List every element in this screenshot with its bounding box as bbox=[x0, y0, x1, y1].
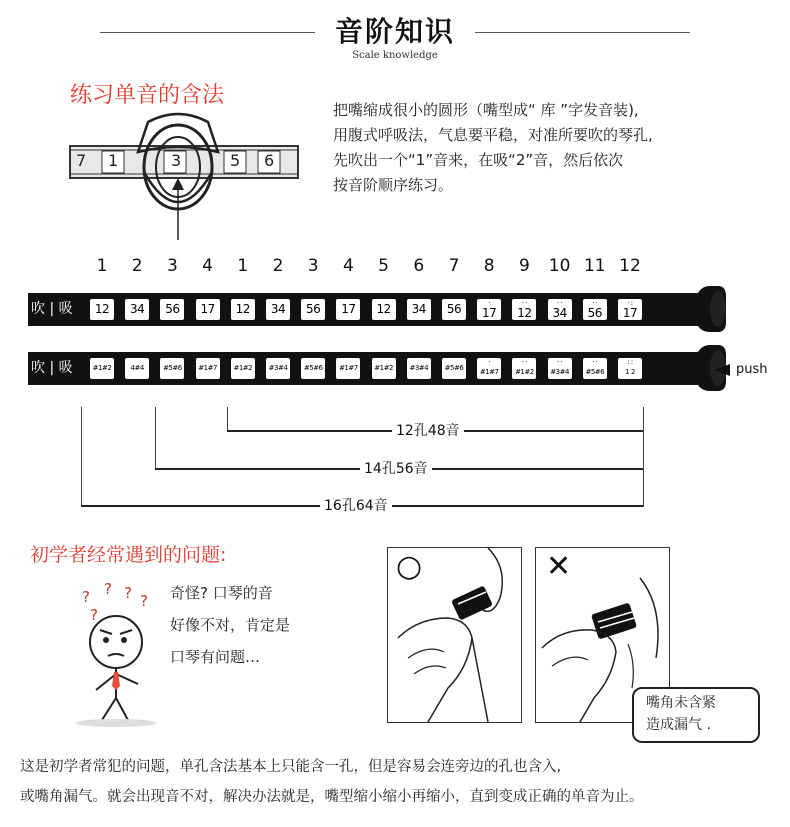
hole-number: 1 bbox=[96, 256, 108, 276]
octave-dots: · · bbox=[557, 358, 563, 366]
hole-number: 11 bbox=[583, 256, 606, 276]
wrong-cross-icon: ✕ bbox=[546, 549, 572, 584]
harmonica-hole: #5#6 bbox=[160, 358, 184, 379]
footer-paragraph bbox=[20, 752, 785, 812]
confused-speech bbox=[170, 580, 340, 670]
harmonica-hole: 34 bbox=[407, 299, 431, 320]
mouth-hole-3: 3 bbox=[171, 151, 182, 170]
hole-number: 10 bbox=[548, 256, 571, 276]
harmonica-hole: #3#4 bbox=[407, 358, 431, 379]
blow-draw-label: 吹 | 吸 bbox=[31, 360, 73, 376]
speech-line: 奇怪? 口琴的音 bbox=[170, 584, 273, 602]
speech-line: 好像不对，肯定是 bbox=[170, 616, 291, 634]
svg-text:?: ? bbox=[82, 588, 90, 606]
range-tick-12 bbox=[227, 407, 228, 432]
harmonica-hole bbox=[618, 299, 642, 320]
harmonica-hole bbox=[548, 358, 572, 379]
harmonica-hole bbox=[583, 299, 607, 320]
harmonica-hole bbox=[477, 358, 501, 379]
harmonica-hole: 34 bbox=[266, 299, 290, 320]
hole-notes: 56 bbox=[587, 306, 602, 320]
range-label-12-48: 12孔48音 bbox=[392, 420, 464, 440]
harmonica-hole: 4#4 bbox=[125, 358, 149, 379]
harmonica-hole: #1#2 bbox=[90, 358, 114, 379]
hole-number: 3 bbox=[307, 256, 319, 276]
harmonica-hole: #5#6 bbox=[301, 358, 325, 379]
correct-technique-illustration bbox=[387, 547, 522, 723]
octave-dots: · · bbox=[521, 299, 527, 307]
hole-notes: #3#4 bbox=[550, 368, 569, 376]
push-arrow-icon bbox=[714, 364, 730, 376]
hole-number: 2 bbox=[272, 256, 284, 276]
mouthpiece-top bbox=[666, 286, 730, 338]
harmonica-hole: #1#7 bbox=[336, 358, 360, 379]
hole-notes: #5#6 bbox=[585, 368, 605, 376]
section-title-problems: 初学者经常遇到的问题: bbox=[30, 544, 227, 566]
mouth-illustration bbox=[68, 112, 300, 242]
harmonica-hole: #1#2 bbox=[231, 358, 255, 379]
hole-number: 1 bbox=[237, 256, 249, 276]
mouth-hole-7: 7 bbox=[76, 151, 87, 170]
harmonica-hole: 17 bbox=[196, 299, 220, 320]
hole-number: 7 bbox=[448, 256, 460, 276]
hole-number: 3 bbox=[166, 256, 178, 276]
hole-notes: 17 bbox=[622, 306, 638, 320]
harmonica-hole: 12 bbox=[231, 299, 255, 320]
harmonica-hole: 12 bbox=[90, 299, 114, 320]
octave-dots: : : bbox=[627, 358, 633, 366]
correct-circle-icon: ○ bbox=[396, 549, 423, 584]
range-tick-16 bbox=[81, 407, 82, 507]
harmonica-hole bbox=[618, 358, 642, 379]
octave-dots: · bbox=[488, 299, 491, 307]
harmonica-hole: #5#6 bbox=[442, 358, 466, 379]
hole-number: 12 bbox=[619, 256, 641, 276]
octave-dots: · · bbox=[592, 299, 598, 307]
instruction-paragraph bbox=[333, 98, 773, 198]
speech-line: 口琴有问题… bbox=[170, 648, 261, 666]
hole-notes: #1#7 bbox=[479, 368, 499, 376]
harmonica-hole bbox=[512, 358, 536, 379]
range-tick-end bbox=[643, 407, 644, 507]
harmonica-hole: 34 bbox=[125, 299, 149, 320]
range-label-14-56: 14孔56音 bbox=[360, 458, 432, 478]
push-label: push bbox=[736, 362, 768, 377]
svg-text:?: ? bbox=[104, 580, 112, 598]
hole-notes: 34 bbox=[552, 306, 567, 320]
hole-notes: 1 2 bbox=[625, 368, 635, 376]
harmonica-hole: #3#4 bbox=[266, 358, 290, 379]
octave-dots: · · bbox=[592, 358, 598, 366]
leak-note-box bbox=[632, 687, 760, 743]
octave-dots: · bbox=[488, 358, 491, 366]
mouth-hole-5: 5 bbox=[230, 151, 241, 170]
mouth-hole-1: 1 bbox=[108, 151, 119, 170]
instruction-line: 把嘴缩成很小的圆形（嘴型成“ 库 ”字发音装), bbox=[333, 101, 639, 119]
hole-number: 4 bbox=[342, 256, 354, 276]
octave-dots: · · bbox=[557, 299, 563, 307]
footer-line: 或嘴角漏气。就会出现音不对，解决办法就是，嘴型缩小缩小再缩小，直到变成正确的单音为止。 bbox=[20, 789, 644, 805]
hole-number: 8 bbox=[483, 256, 495, 276]
harmonica-hole bbox=[583, 358, 607, 379]
harmonica-hole: 12 bbox=[372, 299, 396, 320]
svg-text:?: ? bbox=[124, 584, 132, 602]
mouth-hole-6: 6 bbox=[264, 151, 275, 170]
range-tick-14 bbox=[155, 407, 156, 470]
leak-note-line: 造成漏气 . bbox=[646, 717, 711, 733]
octave-dots: · · bbox=[521, 358, 527, 366]
range-label-16-64: 16孔64音 bbox=[320, 495, 392, 515]
harmonica-hole: 17 bbox=[336, 299, 360, 320]
harmonica-hole bbox=[512, 299, 536, 320]
harmonica-strip-natural bbox=[28, 293, 668, 326]
octave-dots: · : bbox=[627, 299, 633, 307]
page-subtitle: Scale knowledge bbox=[352, 50, 438, 61]
harmonica-hole bbox=[477, 299, 501, 320]
footer-line: 这是初学者常犯的问题，单孔含法基本上只能含一孔，但是容易会连旁边的孔也含入, bbox=[20, 759, 562, 775]
hole-notes: #1#2 bbox=[515, 368, 534, 376]
confused-character-illustration bbox=[60, 580, 170, 730]
harmonica-hole bbox=[548, 299, 572, 320]
blow-draw-label: 吹 | 吸 bbox=[31, 301, 73, 317]
harmonica-hole: #1#7 bbox=[196, 358, 220, 379]
harmonica-hole: 56 bbox=[301, 299, 325, 320]
instruction-line: 先吹出一个“1”音来，在吸“2”音，然后依次 bbox=[333, 151, 624, 169]
hole-number: 6 bbox=[413, 256, 425, 276]
hole-number: 2 bbox=[131, 256, 143, 276]
hole-number: 9 bbox=[518, 256, 530, 276]
section-title-single-note: 练习单音的含法 bbox=[70, 83, 225, 108]
hole-number: 5 bbox=[378, 256, 389, 276]
instruction-line: 用腹式呼吸法，气息要平稳，对准所要吹的琴孔, bbox=[333, 126, 653, 144]
harmonica-hole: #1#2 bbox=[372, 358, 396, 379]
hole-number: 4 bbox=[202, 256, 213, 276]
page-title: 音阶知识 bbox=[334, 15, 455, 48]
harmonica-strip-chromatic bbox=[28, 352, 668, 385]
leak-note-text bbox=[646, 692, 756, 736]
hole-notes: 12 bbox=[517, 306, 532, 320]
harmonica-hole: 56 bbox=[160, 299, 184, 320]
svg-text:?: ? bbox=[90, 606, 98, 624]
hole-notes: 17 bbox=[482, 306, 497, 320]
harmonica-hole: 56 bbox=[442, 299, 466, 320]
svg-text:?: ? bbox=[140, 592, 148, 610]
instruction-line: 按音阶顺序练习。 bbox=[333, 176, 454, 194]
leak-note-line: 嘴角未含紧 bbox=[646, 695, 716, 711]
